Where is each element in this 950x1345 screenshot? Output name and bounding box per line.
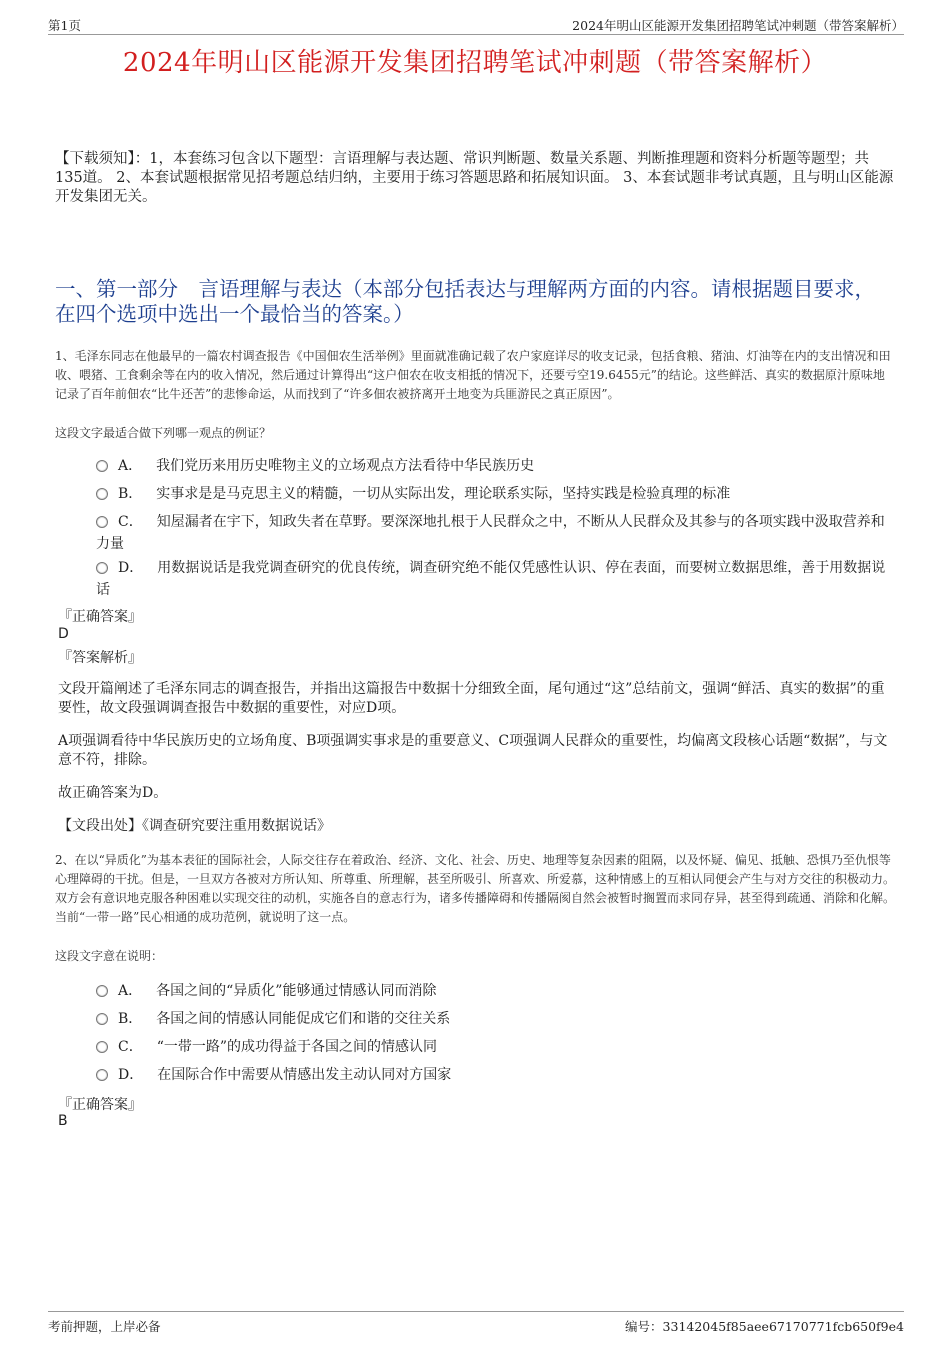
question-1-analysis-p3: 故正确答案为D。 [58,785,168,801]
radio-button-icon[interactable] [96,1013,108,1025]
footer-slogan: 考前押题，上岸必备 [48,1319,161,1334]
question-2-option-c[interactable]: C． “一带一路”的成功得益于各国之间的情感认同 [96,1036,896,1058]
question-2-option-d[interactable]: D． 在国际合作中需要从情感出发主动认同对方国家 [96,1064,896,1086]
question-2-answer: B [58,1113,68,1129]
question-1-text: 1、毛泽东同志在他最早的一篇农村调查报告《中国佃农生活举例》里面就准确记载了农户家庭详尽的收支记录，包括食粮、猪油、灯油等在内的支出情况和田收、喂猪、工食剩余等在内的收入情况，然后通过计算得出“这户佃农在收支相抵的情况下，还要亏空19.6455元”的结论。这些鲜活、真实的数据原汁原味地记录了百年前佃农“比牛还苦”的悲惨命运，从而找到了“许多佃农被挤离开土地变为兵匪游民之真正原因”。 [55,349,891,401]
question-1-answer: D [58,626,69,642]
question-1-prompt: 这段文字最适合做下列哪一观点的例证？ [55,426,272,440]
radio-button-icon[interactable] [96,1069,108,1081]
question-1-analysis-label: 『答案解析』 [58,650,142,666]
radio-button-icon[interactable] [96,562,108,574]
radio-button-icon[interactable] [96,1041,108,1053]
radio-button-icon[interactable] [96,985,108,997]
page-number: 第1页 [48,18,81,33]
page-header [48,14,904,35]
question-1-option-c[interactable]: C． 知屋漏者在宇下，知政失者在草野。要深深地扎根于人民群众之中，不断从人民群众及其参与的各项实践中汲取营养和力量 [96,514,885,552]
section-heading: 一、第一部分 言语理解与表达（本部分包括表达与理解两方面的内容。请根据题目要求，在四个选项中选出一个最恰当的答案。） [55,277,875,326]
question-1-analysis-p2: A项强调看待中华民族历史的立场角度、B项强调实事求是的重要意义、C项强调人民群众的重要性，均偏离文段核心话题“数据”，与文意不符，排除。 [58,733,888,768]
radio-button-icon[interactable] [96,460,108,472]
question-2-answer-label: 『正确答案』 [58,1097,142,1113]
question-1-answer-label: 『正确答案』 [58,609,142,625]
radio-button-icon[interactable] [96,516,108,528]
footer-doc-id: 编号：33142045f85aee67170771fcb650f9e4 [625,1319,904,1334]
question-1-option-a[interactable]: A． 我们党历来用历史唯物主义的立场观点方法看待中华民族历史 [96,455,896,477]
page-footer [48,1311,904,1336]
question-1-option-b[interactable]: B． 实事求是是马克思主义的精髓，一切从实际出发，理论联系实际，坚持实践是检验真理的标准 [96,483,896,505]
radio-button-icon[interactable] [96,488,108,500]
question-2-option-a[interactable]: A． 各国之间的“异质化”能够通过情感认同而消除 [96,980,896,1002]
question-2-prompt: 这段文字意在说明： [55,949,164,963]
question-2-text: 2、在以“异质化”为基本表征的国际社会，人际交往存在着政治、经济、文化、社会、历史、地理等复杂因素的阻隔，以及怀疑、偏见、抵触、恐惧乃至仇恨等心理障碍的干扰。但是，一旦双方各被对方所认知、所尊重、所理解，甚至所吸引、所喜欢、所爱慕，这种情感上的互相认同便会产生与对方交往的积极动力。双方会有意识地克服各种困难以实现交往的动机，实施各自的意志行为，诸多传播障碍和传播隔阂自然会被暂时搁置而求同存异，甚至得到疏通、消除和化解。当前“一带一路”民心相通的成功范例，就说明了这一点。 [55,853,896,924]
document-title: 2024年明山区能源开发集团招聘笔试冲刺题（带答案解析） [122,48,828,78]
question-1-option-d[interactable]: D． 用数据说话是我党调查研究的优良传统，调查研究绝不能仅凭感性认识、停在表面，而要树立数据思维，善于用数据说话 [96,560,886,598]
question-2-option-b[interactable]: B． 各国之间的情感认同能促成它们和谐的交往关系 [96,1008,896,1030]
question-1-source: 【文段出处】《调查研究要注重用数据说话》 [58,818,331,834]
download-notice: 【下载须知】：1，本套练习包含以下题型：言语理解与表达题、常识判断题、数量关系题、判断推理题和资料分析题等题型；共135道。 2、本套试题根据常见招考题总结归纳，主要用于练习答题思路和拓展知识面。 3、本套试题非考试真题，且与明山区能源开发集团无关。 [55,151,894,205]
header-doc-title: 2024年明山区能源开发集团招聘笔试冲刺题（带答案解析） [572,18,904,33]
question-1-analysis-p1: 文段开篇阐述了毛泽东同志的调查报告，并指出这篇报告中数据十分细致全面，尾句通过“这”总结前文，强调“鲜活、真实的数据”的重要性，故文段强调调查报告中数据的重要性，对应D项。 [58,681,885,716]
